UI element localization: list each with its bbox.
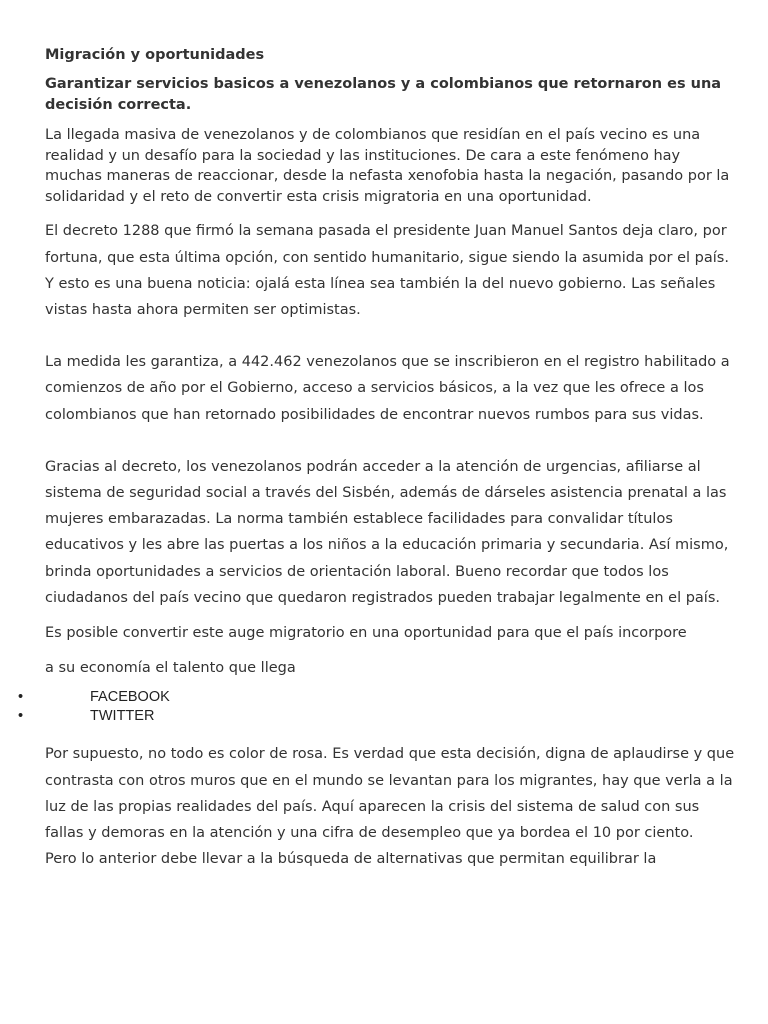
pull-quote-line-1: Es posible convertir este auge migratorio en una oportunidad para que el país incorpore bbox=[45, 625, 687, 642]
bullet-icon: • bbox=[18, 689, 24, 706]
bullet-icon: • bbox=[18, 708, 24, 725]
article-title: Migración y oportunidades bbox=[45, 47, 265, 63]
paragraph-alternatives: Pero lo anterior debe llevar a la búsqueda de alternativas que permitan equilibrar la bbox=[45, 851, 657, 868]
share-item-twitter bbox=[0, 707, 735, 726]
paragraph-benefits: Gracias al decreto, los venezolanos podrán acceder a la atención de urgencias, afiliarse al sistema de seguridad social a través del Sisbén, además de dárseles asistencia prenatal a las mujeres embarazadas. La norma también establece facilidades para convalidar títulos educativos y les abre las puertas a los niños a la educación primaria y secundaria. Así mismo, brinda oportunidades a servicios de orientación laboral. Bueno recordar que todos los ciudadanos del país vecino que quedaron registrados pueden trabajar legalmente en el país. bbox=[45, 458, 729, 606]
paragraph-measure: La medida les garantiza, a 442.462 venezolanos que se inscribieron en el registro habilitado a comienzos de año por el Gobierno, acceso a servicios básicos, a la vez que les ofrece a los colombianos que han retornado posibilidades de encontrar nuevos rumbos para sus vidas. bbox=[45, 354, 730, 423]
article-subtitle: Garantizar servicios basicos a venezolanos y a colombianos que retornaron es una decisión correcta. bbox=[45, 76, 722, 113]
lead-paragraph: La llegada masiva de venezolanos y de colombianos que residían en el país vecino es una realidad y un desafío para la sociedad y las instituciones. De cara a este fenómeno hay muchas maneras de reaccionar, desde la nefasta xenofobia hasta la negación, pasando por la solidaridad y el reto de convertir esta crisis migratoria en una oportunidad. bbox=[45, 127, 730, 205]
twitter-share-link[interactable]: TWITTER bbox=[90, 708, 155, 725]
pull-quote-line-2: a su economía el talento que llega bbox=[45, 660, 296, 677]
paragraph-decree: El decreto 1288 que firmó la semana pasada el presidente Juan Manuel Santos deja claro, por fortuna, que esta última opción, con sentido humanitario, sigue siendo la asumida por el país. Y esto es una buena noticia: ojalá esta línea sea también la del nuevo gobierno. Las señales vistas hasta ahora permiten ser optimistas. bbox=[45, 223, 729, 318]
article bbox=[18, 44, 735, 872]
facebook-share-link[interactable]: FACEBOOK bbox=[90, 689, 170, 706]
share-links bbox=[0, 688, 735, 726]
paragraph-caveats: Por supuesto, no todo es color de rosa. Es verdad que esta decisión, digna de aplaudirse y que contrasta con otros muros que en el mundo se levantan para los migrantes, hay que verla a la luz de las propias realidades del país. Aquí aparecen la crisis del sistema de salud con sus fallas y demoras en la atención y una cifra de desempleo que ya bordea el 10 por ciento. bbox=[45, 746, 735, 842]
share-item-facebook bbox=[0, 688, 735, 707]
